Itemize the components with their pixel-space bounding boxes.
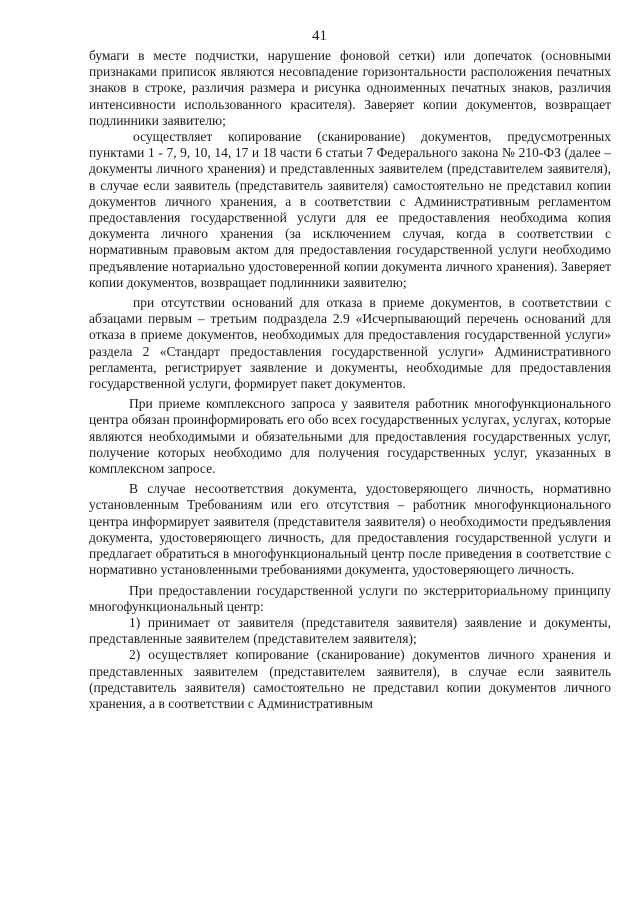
list-item-1: 1) принимает от заявителя (представителя заявителя) заявление и документы, представленные заявителем (представителем заявителя); [89,614,611,647]
page-number: 41 [312,28,327,44]
paragraph-registration: при отсутствии оснований для отказа в приеме документов, в соответствии с абзацами первым – третьим подраздела 2.9 «Исчерпывающий перечень оснований для отказа в приеме документов, необходимых для предоставления государственной услуги» раздела 2 «Стандарт предоставления государственной услуги» Административного регламента, регистрирует заявление и документы, необходимые для предоставления государственной услуги, формирует пакет документов. [89,295,611,392]
paragraph-complex-request: При приеме комплексного запроса у заявителя работник многофункционального центра обязан проинформировать его обо всех государственных услугах, услугах, которые являются необходимыми и обязательными для предоставления государственных услуг, получение которых необходимо для получения государственных услуг, указанных в комплексном запросе. [89,396,611,477]
document-body [89,48,611,712]
paragraph-continuation: бумаги в месте подчистки, нарушение фоновой сетки) или допечаток (основными признаками приписок являются несовпадение горизонтальности расположения печатных знаков в строке, различия размера и рисунка одноименных печатных знаков, различия интенсивности использованного красителя). Заверяет копии документов, возвращает подлинники заявителю; [89,48,611,128]
paragraph-copying-documents: осуществляет копирование (сканирование) документов, предусмотренных пунктами 1 - 7, 9, 10, 14, 17 и 18 части 6 статьи 7 Федерального закона № 210-ФЗ (далее – документы личного хранения) и представленных заявителем (представителем заявителя), в случае если заявитель (представитель заявителя) самостоятельно не представил копии документов личного хранения, а в соответствии с Административным регламентом предоставления государственной услуги для ее предоставления необходима копия документа личного хранения (за исключением случая, когда в соответствии с нормативным правовым актом для предоставления государственной услуги необходимо предъявление нотариально удостоверенной копии документа личного хранения). Заверяет копии документов, возвращает подлинники заявителю; [89,129,611,290]
list-item-2: 2) осуществляет копирование (сканирование) документов личного хранения и представленных заявителем (представителем заявителя), в случае если заявитель (представитель заявителя) самостоятельно не представил копии документов личного хранения, а в соответствии с Административным [89,647,611,711]
paragraph-identity-document: В случае несоответствия документа, удостоверяющего личность, нормативно установленным Требованиям или его отсутствия – работник многофункционального центра информирует заявителя (представителя заявителя) о необходимости предъявления документа, удостоверяющего личность, для предоставления государственной услуги и предлагает обратиться в многофункциональный центр после приведения в соответствие с нормативно установленными требованиями документа, удостоверяющего личность. [89,481,611,578]
paragraph-extraterritorial: При предоставлении государственной услуги по экстерриториальному принципу многофункциональный центр: [89,582,611,614]
